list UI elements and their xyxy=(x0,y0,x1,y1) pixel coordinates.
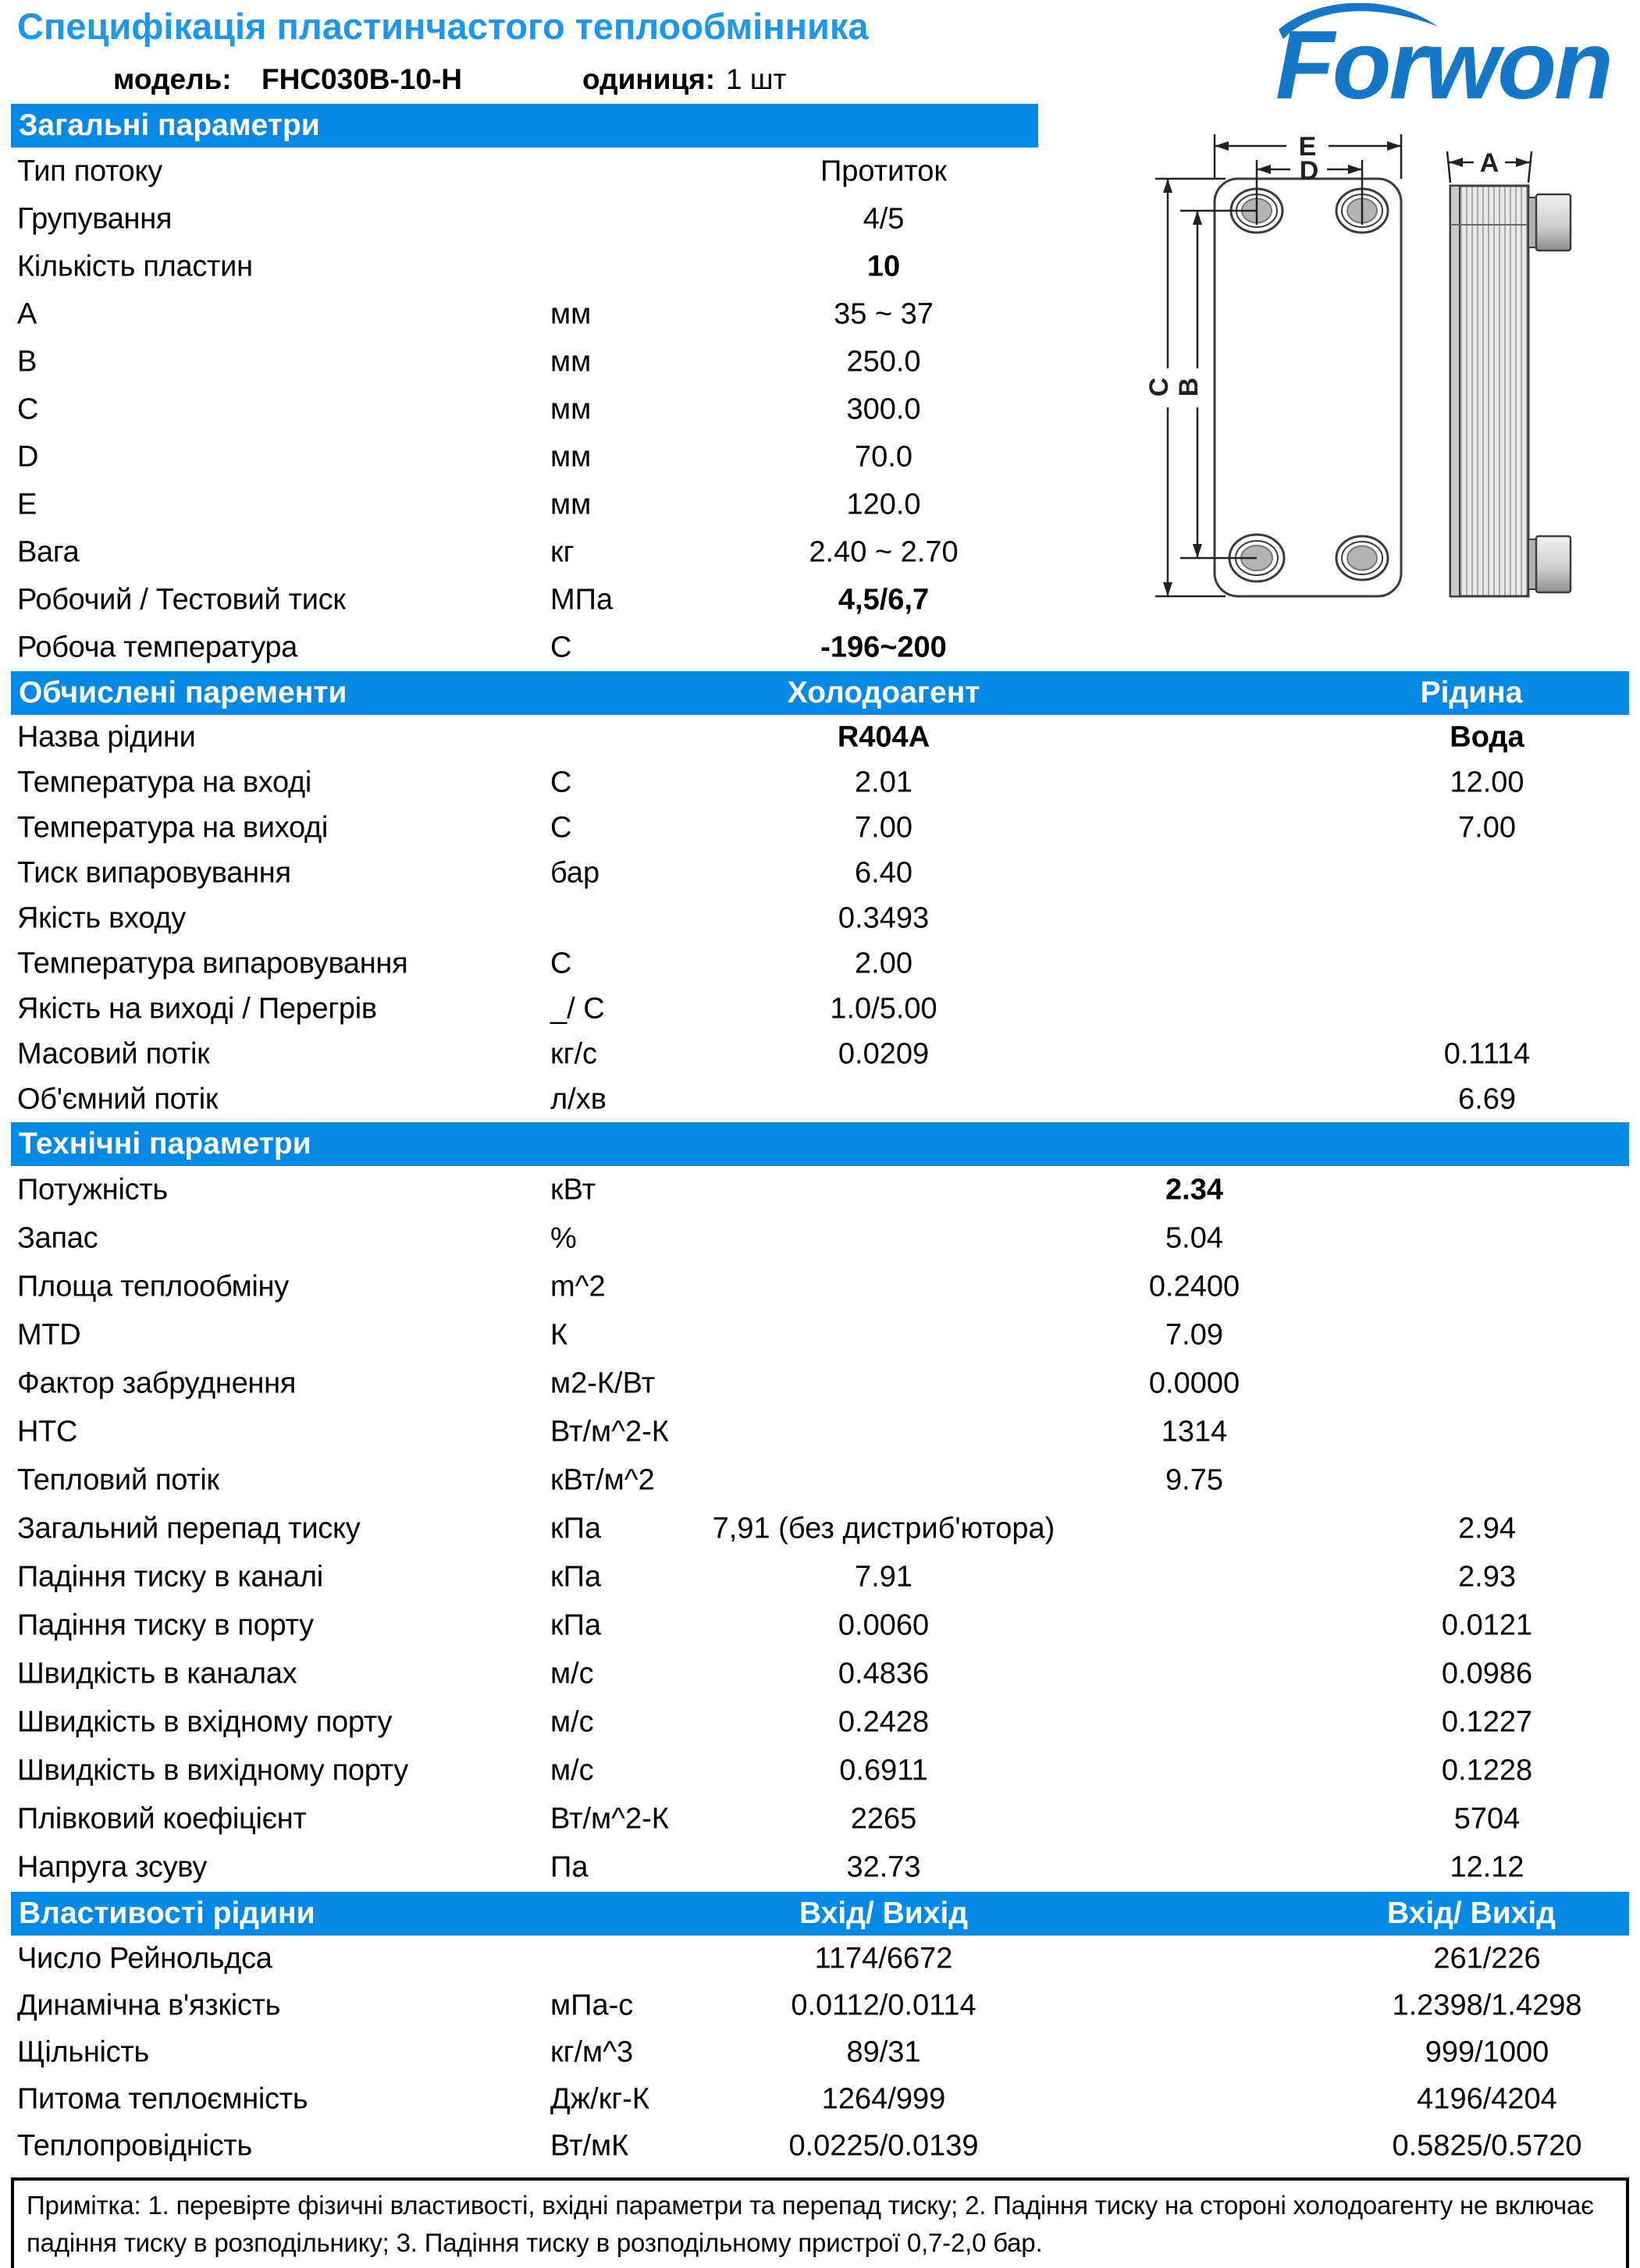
row-label: Швидкість в вихідному порту xyxy=(17,1754,408,1787)
value-refrigerant: 32.73 xyxy=(846,1850,921,1884)
table-row xyxy=(11,1214,1629,1263)
row-label: HTC xyxy=(17,1415,78,1449)
row-unit: C xyxy=(550,631,572,663)
value-liquid: 261/226 xyxy=(1433,1942,1541,1975)
table-row xyxy=(11,1456,1629,1505)
row-label: Щільність xyxy=(17,2035,149,2069)
row-unit: м2-К/Вт xyxy=(550,1367,656,1400)
table-row xyxy=(11,433,1629,481)
row-label: Швидкість в каналах xyxy=(17,1657,297,1690)
row-label: Напруга зсуву xyxy=(17,1850,208,1884)
value-refrigerant: 120.0 xyxy=(846,488,921,521)
table-row xyxy=(11,1311,1629,1360)
row-label: Якість на виході / Перегрів xyxy=(17,992,377,1026)
row-unit: м/с xyxy=(550,1657,594,1690)
row-label: E xyxy=(17,488,37,521)
table-row xyxy=(11,760,1629,805)
value-refrigerant: 35 ~ 37 xyxy=(834,297,934,330)
row-unit: мм xyxy=(550,393,592,425)
value-refrigerant: 7,91 (без дистриб'ютора) xyxy=(712,1512,1055,1545)
row-label: Потужність xyxy=(17,1173,168,1207)
value-main: 7.09 xyxy=(1165,1318,1223,1352)
value-refrigerant: 4,5/6,7 xyxy=(838,583,930,616)
table-row xyxy=(11,243,1629,290)
quantity-label: одиниця: xyxy=(582,63,716,95)
value-liquid: Вода xyxy=(1450,720,1524,754)
row-unit: м/с xyxy=(550,1754,594,1787)
table-row xyxy=(11,1698,1629,1747)
row-label: Температура на вході xyxy=(17,766,312,799)
row-unit: Дж/кг-К xyxy=(550,2082,649,2116)
value-main: 1314 xyxy=(1161,1415,1228,1449)
page-title: Специфікація пластинчастого теплообмінника xyxy=(17,5,869,47)
value-refrigerant: 10 xyxy=(866,250,901,283)
row-unit: Вт/мК xyxy=(550,2129,629,2163)
row-unit: C xyxy=(550,766,572,799)
value-liquid: 7.00 xyxy=(1458,811,1516,844)
value-refrigerant: 0.0060 xyxy=(838,1609,930,1642)
value-refrigerant: 0.6911 xyxy=(839,1754,928,1787)
row-label: Якість входу xyxy=(17,901,186,935)
row-unit: Вт/м^2-К xyxy=(550,1802,669,1836)
table-row xyxy=(11,1077,1629,1122)
value-refrigerant: 7.00 xyxy=(855,811,912,844)
row-label: Тепловий потік xyxy=(17,1463,219,1497)
value-liquid: 0.5825/0.5720 xyxy=(1392,2129,1582,2163)
row-label: Падіння тиску в каналі xyxy=(17,1560,323,1594)
value-liquid: 12.00 xyxy=(1450,766,1524,799)
table-row xyxy=(11,1795,1629,1843)
table-row xyxy=(11,715,1629,760)
row-unit: мм xyxy=(550,488,592,521)
row-label: Падіння тиску в порту xyxy=(17,1609,314,1642)
row-label: D xyxy=(17,440,39,473)
value-liquid: 0.0121 xyxy=(1441,1609,1533,1642)
value-liquid: 6.69 xyxy=(1458,1082,1516,1116)
value-refrigerant: R404A xyxy=(837,720,930,754)
table-row xyxy=(11,1263,1629,1311)
table-row xyxy=(11,1408,1629,1456)
value-main: 5.04 xyxy=(1165,1221,1223,1255)
row-unit: кг/м^3 xyxy=(550,2035,634,2069)
value-liquid: 999/1000 xyxy=(1425,2035,1549,2069)
value-refrigerant: 0.0225/0.0139 xyxy=(788,2129,979,2163)
dim-label-c: C xyxy=(1144,377,1174,397)
value-refrigerant: 2.40 ~ 2.70 xyxy=(809,535,959,568)
row-label: Кількість пластин xyxy=(17,250,253,283)
row-label: Теплопровідність xyxy=(17,2129,252,2163)
dim-label-b: B xyxy=(1174,377,1204,397)
column-header-left: Холодоагент xyxy=(787,676,980,709)
row-label: C xyxy=(17,393,39,425)
value-refrigerant: 250.0 xyxy=(846,345,921,378)
row-label: B xyxy=(17,345,37,378)
table-row xyxy=(11,338,1629,386)
value-main: 0.0000 xyxy=(1148,1367,1240,1400)
table-row xyxy=(11,1032,1629,1077)
value-refrigerant: -196~200 xyxy=(820,631,947,663)
section-title: Обчислені паременти xyxy=(19,676,347,709)
row-label: Об'ємний потік xyxy=(17,1082,219,1116)
value-refrigerant: 2.01 xyxy=(855,766,912,799)
logo-text: Forwon xyxy=(1275,12,1611,119)
row-label: Запас xyxy=(17,1221,98,1255)
value-liquid: 4196/4204 xyxy=(1417,2082,1557,2116)
value-refrigerant: 89/31 xyxy=(846,2035,921,2069)
table-row xyxy=(11,851,1629,896)
value-refrigerant: 300.0 xyxy=(846,393,921,425)
row-label: Назва рідини xyxy=(17,720,196,754)
value-liquid: 0.0986 xyxy=(1441,1657,1533,1690)
row-unit: кВт xyxy=(550,1173,596,1207)
row-label: Групування xyxy=(17,202,173,235)
table-row xyxy=(11,1650,1629,1698)
row-unit: C xyxy=(550,947,572,980)
row-unit: кг/с xyxy=(550,1037,598,1071)
value-refrigerant: 0.0209 xyxy=(838,1037,930,1071)
value-refrigerant: 1264/999 xyxy=(821,2082,946,2116)
row-unit: m^2 xyxy=(550,1270,606,1303)
value-liquid: 12.12 xyxy=(1450,1850,1524,1884)
row-unit: кПа xyxy=(550,1609,602,1642)
row-unit: _/ C xyxy=(550,992,605,1026)
value-liquid: 5704 xyxy=(1453,1802,1521,1836)
section-header xyxy=(11,1122,1629,1166)
model-value: FHC030B-10-H xyxy=(261,63,463,95)
spec-table xyxy=(0,104,1640,2170)
row-label: Питома теплоємність xyxy=(17,2082,308,2116)
table-row xyxy=(11,1936,1629,1982)
value-main: 9.75 xyxy=(1165,1463,1223,1497)
row-label: Робочий / Тестовий тиск xyxy=(17,583,346,616)
table-row xyxy=(11,1843,1629,1892)
table-row xyxy=(11,896,1629,941)
value-refrigerant: 2.00 xyxy=(855,947,912,980)
section-title: Властивості рідини xyxy=(19,1897,315,1930)
model-label: модель: xyxy=(113,63,232,95)
row-label: MTD xyxy=(17,1318,81,1352)
row-label: Тиск випаровування xyxy=(17,856,291,890)
dim-label-e: E xyxy=(1298,132,1317,162)
row-unit: Па xyxy=(550,1850,589,1884)
forwon-logo xyxy=(1272,3,1635,120)
model-row xyxy=(0,59,1132,100)
row-label: Температура на виході xyxy=(17,811,328,844)
table-row xyxy=(11,148,1629,195)
value-refrigerant: 6.40 xyxy=(855,856,912,890)
column-header-right: Вхід/ Вихід xyxy=(1386,1897,1556,1930)
row-label: Плівковий коефіцієнт xyxy=(17,1802,307,1836)
table-row xyxy=(11,2029,1629,2076)
row-label: Число Рейнольдса xyxy=(17,1942,272,1975)
table-row xyxy=(11,2123,1629,2170)
value-main: 0.2400 xyxy=(1148,1270,1240,1303)
section-header xyxy=(11,671,1629,715)
table-row xyxy=(11,986,1629,1032)
dim-label-d: D xyxy=(1299,156,1319,186)
row-label: Динамічна в'язкість xyxy=(17,1989,281,2022)
table-row xyxy=(11,1553,1629,1601)
value-refrigerant: 7.91 xyxy=(855,1560,912,1594)
row-unit: мм xyxy=(550,297,592,330)
table-row xyxy=(11,1747,1629,1795)
row-unit: МПа xyxy=(550,583,614,616)
value-refrigerant: 1.0/5.00 xyxy=(830,992,937,1026)
footnote-box: Примітка: 1. перевірте фізичні властивості, вхідні параметри та перепад тиску; 2. Падіння тиску на стороні холодоагенту не включає падіння тиску в розподільнику; 3. Падіння тиску в розподільному пристрої 0,7-2,0 бар. xyxy=(11,2177,1629,2268)
row-label: Фактор забруднення xyxy=(17,1367,297,1400)
table-row xyxy=(11,528,1629,576)
value-refrigerant: 2265 xyxy=(850,1802,917,1836)
row-unit: кВт/м^2 xyxy=(550,1463,655,1497)
table-row xyxy=(11,481,1629,528)
quantity-value: 1 шт xyxy=(726,63,787,95)
row-label: Вага xyxy=(17,535,80,568)
row-label: Робоча температура xyxy=(17,631,298,663)
section-title: Технічні параметри xyxy=(19,1127,311,1161)
row-unit: мм xyxy=(550,345,592,378)
value-liquid: 1.2398/1.4298 xyxy=(1392,1989,1582,2022)
table-row xyxy=(11,2076,1629,2123)
value-refrigerant: 70.0 xyxy=(855,440,912,473)
value-liquid: 2.93 xyxy=(1458,1560,1516,1594)
row-unit: л/хв xyxy=(550,1082,607,1116)
row-label: A xyxy=(17,297,37,330)
column-header-left: Вхід/ Вихід xyxy=(799,1897,969,1930)
row-unit: Вт/м^2-К xyxy=(550,1415,669,1449)
row-label: Загальний перепад тиску xyxy=(17,1512,361,1545)
row-unit: м/с xyxy=(550,1705,594,1739)
value-refrigerant: 0.0112/0.0114 xyxy=(791,1989,977,2022)
table-row xyxy=(11,576,1629,624)
dim-label-a: A xyxy=(1479,148,1499,178)
row-unit: C xyxy=(550,811,572,844)
row-label: Температура випаровування xyxy=(17,947,408,980)
section-header xyxy=(11,1892,1629,1936)
section-header xyxy=(11,104,1038,148)
table-row xyxy=(11,941,1629,986)
table-row xyxy=(11,805,1629,851)
row-unit: кПа xyxy=(550,1560,602,1594)
table-row xyxy=(11,1360,1629,1408)
row-label: Тип потоку xyxy=(17,155,162,187)
value-refrigerant: 1174/6672 xyxy=(814,1942,953,1975)
row-label: Швидкість в вхідному порту xyxy=(17,1705,393,1739)
table-row xyxy=(11,290,1629,338)
row-unit: кг xyxy=(550,535,575,568)
row-unit: мПа-с xyxy=(550,1989,634,2022)
row-unit: мм xyxy=(550,440,592,473)
row-unit: бар xyxy=(550,856,600,890)
row-label: Масовий потік xyxy=(17,1037,210,1071)
row-unit: К xyxy=(550,1318,568,1352)
table-row xyxy=(11,195,1629,243)
value-liquid: 0.1228 xyxy=(1441,1754,1533,1787)
table-row xyxy=(11,1166,1629,1214)
value-liquid: 0.1227 xyxy=(1441,1705,1533,1739)
column-header-right: Рідина xyxy=(1420,676,1523,709)
table-row xyxy=(11,386,1629,433)
value-refrigerant: 4/5 xyxy=(863,202,905,235)
table-row xyxy=(11,1601,1629,1650)
value-refrigerant: 0.4836 xyxy=(838,1657,930,1690)
value-refrigerant: Протиток xyxy=(820,155,948,187)
value-refrigerant: 0.3493 xyxy=(838,901,930,935)
value-liquid: 0.1114 xyxy=(1443,1037,1531,1071)
table-row xyxy=(11,1505,1629,1553)
value-refrigerant: 0.2428 xyxy=(838,1705,930,1739)
row-unit: % xyxy=(550,1221,577,1255)
row-unit: кПа xyxy=(550,1512,602,1545)
row-label: Площа теплообміну xyxy=(17,1270,289,1303)
value-liquid: 2.94 xyxy=(1458,1512,1516,1545)
value-main: 2.34 xyxy=(1165,1173,1223,1207)
section-title: Загальні параметри xyxy=(19,108,320,142)
table-row xyxy=(11,1982,1629,2029)
table-row xyxy=(11,624,1629,671)
